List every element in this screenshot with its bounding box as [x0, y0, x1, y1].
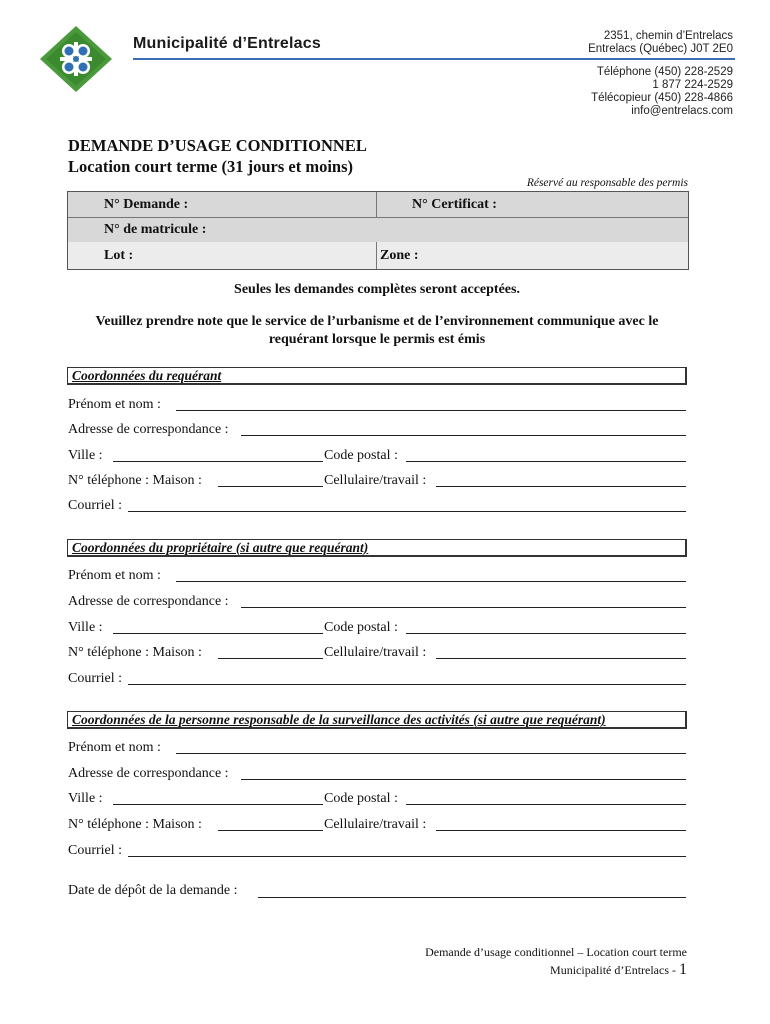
field-label: N° téléphone : Maison :	[68, 473, 202, 488]
complete-requests-notice: Seules les demandes complètes seront acceptées.	[234, 282, 520, 297]
date-depot-input[interactable]	[258, 897, 686, 898]
section-heading-proprietaire	[67, 539, 687, 557]
field-label: Courriel :	[68, 498, 123, 513]
field-label: Courriel :	[68, 843, 123, 858]
surveillant-city-input[interactable]	[113, 804, 323, 805]
address-line-1: 2351, chemin d’Entrelacs	[603, 30, 733, 42]
requerant-city-input[interactable]	[113, 461, 323, 462]
footer-municipality	[550, 961, 687, 979]
section-heading-requerant	[67, 367, 687, 385]
email-address: info@entrelacs.com	[631, 105, 733, 117]
surveillant-address-input[interactable]	[241, 779, 686, 780]
proprietaire-address-input[interactable]	[241, 607, 686, 608]
field-label: Cellulaire/travail :	[324, 473, 427, 488]
requerant-name-input[interactable]	[176, 410, 686, 411]
field-label: Code postal :	[324, 791, 398, 806]
field-label: Code postal :	[324, 448, 398, 463]
section-heading-text: Coordonnées du propriétaire (si autre que requérant)	[72, 540, 369, 555]
surveillant-home-phone-input[interactable]	[218, 830, 323, 831]
field-label: Cellulaire/travail :	[324, 645, 427, 660]
address-line-2: Entrelacs (Québec) J0T 2E0	[588, 43, 733, 55]
divider	[376, 242, 377, 269]
header-rule	[133, 58, 735, 60]
contact-block	[591, 66, 733, 118]
matricule-field[interactable]: N° de matricule :	[104, 222, 207, 237]
certificat-number-field[interactable]: N° Certificat :	[412, 197, 497, 212]
requerant-postal-code-input[interactable]	[406, 461, 686, 462]
proprietaire-home-phone-input[interactable]	[218, 658, 323, 659]
field-label: Adresse de correspondance :	[68, 766, 229, 781]
footer-municipality-text: Municipalité d’Entrelacs -	[550, 963, 676, 977]
address-block	[588, 30, 733, 56]
municipality-logo	[38, 24, 114, 94]
phone: Téléphone (450) 228-2529	[596, 66, 733, 78]
surveillant-name-input[interactable]	[176, 753, 686, 754]
fax: Télécopieur (450) 228-4866	[591, 92, 733, 104]
requerant-home-phone-input[interactable]	[218, 486, 323, 487]
field-label: Courriel :	[68, 671, 123, 686]
proprietaire-cell-phone-input[interactable]	[436, 658, 686, 659]
reserved-note: Réservé au responsable des permis	[526, 177, 688, 189]
municipality-name: Municipalité d’Entrelacs	[133, 35, 321, 52]
field-label: N° téléphone : Maison :	[68, 817, 202, 832]
phone-toll-free: 1 877 224-2529	[652, 79, 733, 91]
admin-row-3	[68, 242, 688, 269]
admin-row-2	[68, 217, 688, 243]
requerant-cell-phone-input[interactable]	[436, 486, 686, 487]
divider	[376, 192, 377, 217]
document-subtitle: Location court terme (31 jours et moins)	[68, 157, 354, 176]
requerant-email-input[interactable]	[128, 511, 686, 512]
field-label: Code postal :	[324, 620, 398, 635]
urbanisme-notice: Veuillez prendre note que le service de l’urbanisme et de l’environnement communique avec le requérant lorsque le permis est émis	[95, 314, 659, 347]
proprietaire-email-input[interactable]	[128, 684, 686, 685]
date-depot-label: Date de dépôt de la demande :	[68, 883, 238, 898]
surveillant-email-input[interactable]	[128, 856, 686, 857]
admin-reserved-box	[67, 191, 689, 270]
lot-field[interactable]: Lot :	[104, 248, 134, 263]
proprietaire-city-input[interactable]	[113, 633, 323, 634]
surveillant-cell-phone-input[interactable]	[436, 830, 686, 831]
demande-number-field[interactable]: N° Demande :	[104, 197, 189, 212]
footer-doc-title: Demande d’usage conditionnel – Location court terme	[425, 945, 687, 959]
field-label: Prénom et nom :	[68, 397, 161, 412]
field-label: Prénom et nom :	[68, 740, 161, 755]
field-label: Ville :	[68, 791, 103, 806]
surveillant-postal-code-input[interactable]	[406, 804, 686, 805]
section-heading-surveillance	[67, 711, 687, 729]
document-title: DEMANDE D’USAGE CONDITIONNEL	[68, 136, 367, 155]
field-label: N° téléphone : Maison :	[68, 645, 202, 660]
zone-field[interactable]: Zone :	[380, 248, 419, 263]
section-heading-text: Coordonnées du requérant	[72, 368, 222, 383]
section-heading-text: Coordonnées de la personne responsable de la surveillance des activités (si autre que requérant)	[72, 712, 606, 727]
field-label: Prénom et nom :	[68, 568, 161, 583]
page-number: 1	[679, 961, 687, 978]
admin-row-1	[68, 192, 688, 218]
field-label: Cellulaire/travail :	[324, 817, 427, 832]
proprietaire-postal-code-input[interactable]	[406, 633, 686, 634]
requerant-address-input[interactable]	[241, 435, 686, 436]
field-label: Ville :	[68, 620, 103, 635]
field-label: Adresse de correspondance :	[68, 594, 229, 609]
field-label: Adresse de correspondance :	[68, 422, 229, 437]
field-label: Ville :	[68, 448, 103, 463]
proprietaire-name-input[interactable]	[176, 581, 686, 582]
